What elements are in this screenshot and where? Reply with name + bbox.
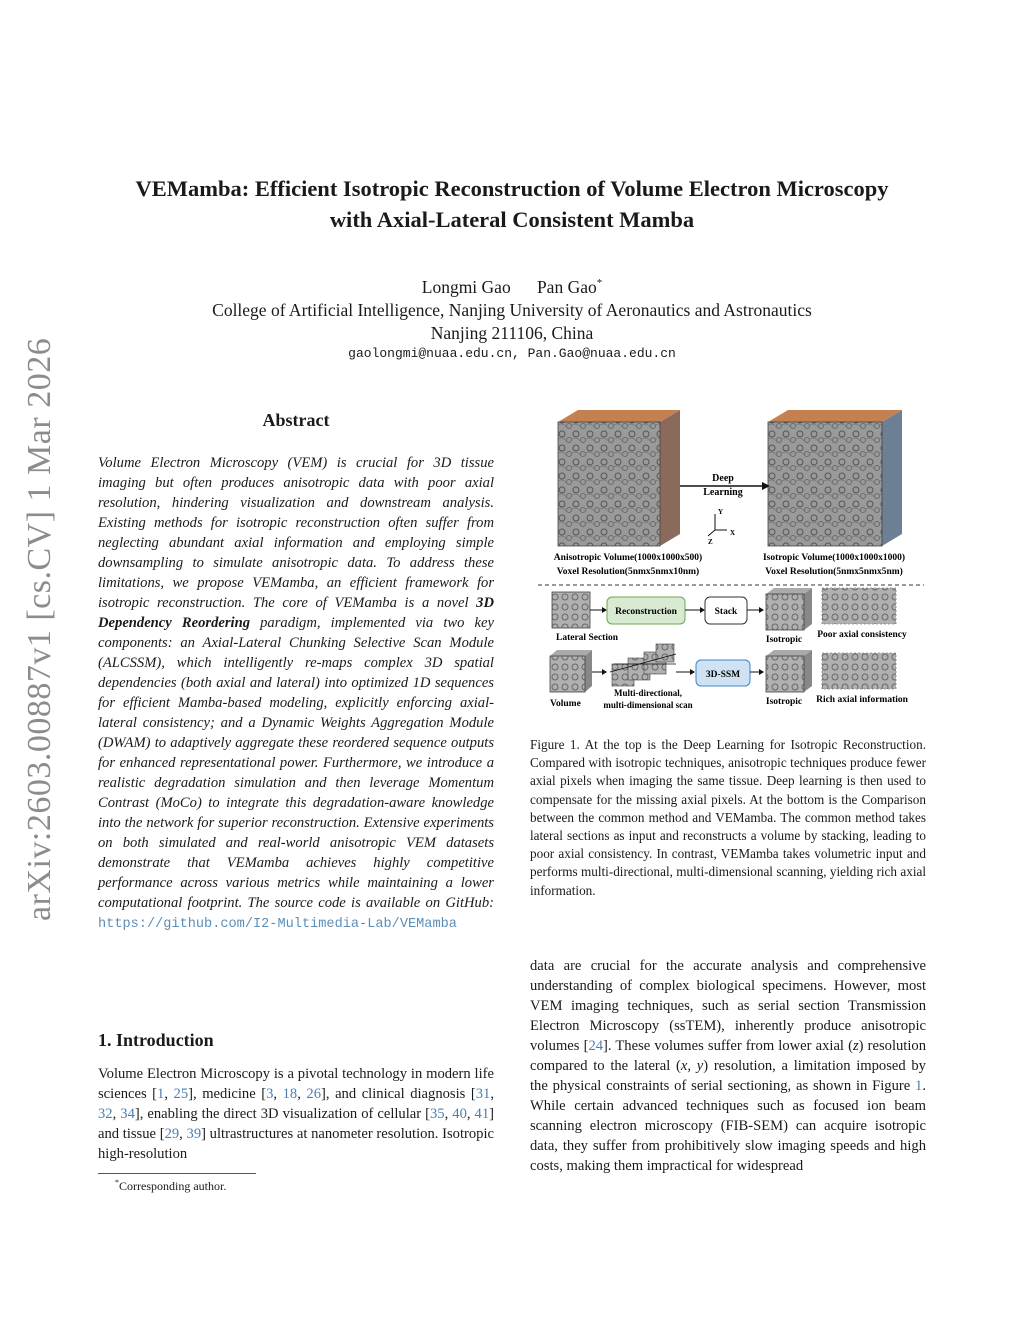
deep-label-2: Learning: [703, 487, 743, 498]
figure-reference[interactable]: 1: [915, 1078, 923, 1094]
poor-axial-image: [822, 588, 896, 624]
author-2: Pan Gao: [536, 276, 597, 297]
author-names: [100, 272, 924, 299]
math-z: z: [852, 1038, 859, 1054]
intro-paragraph: Volume Electron Microscopy is a pivotal technology in modern life sciences [1, 25], medicine [3, 18, 26], and clinical diagnosis [31, 32, 34], enabling the direct 3D visualization of cellular [35, 40, 41] and tissue [29, 39] ultrastructures at nanometer resolution. Isotropic high-resolution: [98, 1066, 494, 1162]
multi-scan-label-2: multi-dimensional scan: [603, 700, 693, 710]
citation[interactable]: 34: [120, 1106, 135, 1122]
affiliation: College of Artificial Intelligence, Nanjing University of Aeronautics and Astronautics: [212, 299, 812, 320]
3d-ssm-label: 3D-SSM: [705, 670, 741, 680]
isotropic-label-2: Voxel Resolution(5nmx5nmx5nm): [765, 567, 903, 577]
footnote-text: Corresponding author.: [119, 1179, 227, 1193]
author-1: Longmi Gao: [421, 276, 511, 297]
anisotropic-volume-cube: [558, 410, 680, 546]
deep-label-1: Deep: [712, 473, 734, 484]
citation[interactable]: 1: [157, 1086, 165, 1102]
corresponding-mark: *: [596, 277, 603, 289]
axis-icon: [708, 508, 735, 546]
github-link[interactable]: https://github.com/I2-Multimedia-Lab/VEMamba: [98, 917, 457, 932]
lateral-section-image: [552, 592, 590, 628]
address: Nanjing 211106, China: [430, 322, 594, 343]
footnote-rule: [98, 1173, 256, 1174]
isotropic-label-a: Isotropic: [765, 635, 803, 645]
isotropic-output-cube-b: [766, 650, 812, 692]
rich-axial-image: [822, 653, 896, 689]
citation[interactable]: 39: [186, 1126, 202, 1142]
citation[interactable]: 32: [98, 1106, 113, 1122]
volume-input-cube: [550, 650, 592, 692]
citation[interactable]: 26: [306, 1086, 321, 1102]
citation[interactable]: 41: [474, 1106, 490, 1122]
citation[interactable]: 31: [475, 1086, 491, 1102]
abstract-part-b: paradigm, implemented via two key components: an Axial-Lateral Chunking Selective Scan Module (ALCSSM), which intelligently re-maps complex 3D spatial dependencies (both axial and lateral) into optimized 1D sequences for efficient Mamba-based modeling, explicitly enforcing axial-lateral consistency; and a Dynamic Weights Aggregation Module (DWAM) to adaptively aggregate these reordered sequence outputs for enhanced representational power. Furthermore, we introduce a realistic degradation simulation and then leverage Momentum Contrast (MoCo) to integrate this degradation-aware knowledge into the network for superior reconstruction. Extensive experiments on both simulated and real-world anisotropic VEM datasets demonstrate that VEMamba achieves highly competitive performance across various metrics while maintaining a lower computational footprint. The source code is available on GitHub:: [98, 615, 494, 911]
citation[interactable]: 40: [452, 1106, 467, 1122]
poor-axial-label: Poor axial consistency: [817, 630, 907, 640]
anisotropic-label-2: Voxel Resolution(5nmx5nmx10nm): [556, 567, 700, 577]
citation[interactable]: 3: [266, 1086, 274, 1102]
multi-scan-label-1: Multi-directional,: [613, 688, 683, 698]
section-heading-introduction: 1. Introduction: [98, 1030, 214, 1050]
abstract-bold: 3D Dependency Reordering: [98, 595, 494, 631]
svg-text:Y: Y: [718, 508, 724, 516]
citation[interactable]: 25: [173, 1086, 189, 1102]
stack-label: Stack: [714, 607, 738, 617]
citation[interactable]: 24: [588, 1038, 604, 1054]
title-line-1: VEMamba: Efficient Isotropic Reconstruction of Volume Electron Microscopy: [135, 176, 889, 201]
isotropic-label-b: Isotropic: [765, 697, 803, 707]
author-block: [100, 272, 924, 345]
math-xy: x, y: [680, 1058, 704, 1074]
figure-1: [530, 402, 926, 732]
reconstruction-label: Reconstruction: [615, 607, 677, 617]
volume-label: Volume: [550, 699, 581, 709]
abstract-part-a: Volume Electron Microscopy (VEM) is crucial for 3D tissue imaging but often produces anisotropic data with poor axial resolution, hindering visualization and downstream analysis. Existing methods for isotropic reconstruction often suffer from neglecting abundant axial information and employing simple downsampling to simulate anisotropic data. To address these limitations, we propose VEMamba, an efficient framework for isotropic reconstruction. The core of VEMamba is a novel: [98, 455, 494, 611]
svg-text:Z: Z: [708, 538, 713, 546]
citation[interactable]: 18: [282, 1086, 298, 1102]
right-column-paragraph: data are crucial for the accurate analysis and comprehensive understanding of complex biological specimens. However, most VEM imaging techniques, such as serial section Transmission Electron Microscopy (ssTEM), inherently produce anisotropic volumes [24]. These volumes suffer from lower axial (z) resolution compared to the lateral (x, y) resolution, a limitation imposed by the physical constraints of serial sectioning, as shown in Figure 1. While certain advanced techniques such as focused ion beam scanning electron microscopy (FIB-SEM) can acquire isotropic data, they suffer from prohibitively slow imaging speeds and high costs, making them impractical for widespread: [530, 958, 926, 1174]
footnote: [115, 1178, 226, 1194]
title-line-2: with Axial-Lateral Consistent Mamba: [329, 207, 695, 232]
footnote-mark: *: [115, 1178, 119, 1187]
svg-text:X: X: [730, 529, 736, 537]
isotropic-label-1: Isotropic Volume(1000x1000x1000): [762, 553, 906, 563]
multi-directional-scan-diagram: [610, 644, 676, 686]
isotropic-output-cube-a: [766, 588, 812, 630]
abstract-heading: Abstract: [262, 410, 330, 430]
citation[interactable]: 35: [430, 1106, 445, 1122]
author-emails: gaolongmi@nuaa.edu.cn, Pan.Gao@nuaa.edu.cn: [348, 346, 676, 361]
arxiv-identifier: arXiv:2603.00887v1 [cs.CV] 1 Mar 2026: [21, 337, 58, 921]
anisotropic-label-1: Anisotropic Volume(1000x1000x500): [553, 553, 703, 563]
figure-1-caption: Figure 1. At the top is the Deep Learning for Isotropic Reconstruction. Compared with isotropic techniques, anisotropic techniques produce fewer axial pixels when imaging the same tissue. Deep learning is then used to compensate for the missing axial pixels. At the bottom is the Comparison between the common method and VEMamba. The common method takes lateral sections as input and reconstructs a volume by stacking, leading to poor axial consistency. In contrast, VEMamba takes volumetric input and performs multi-directional, multi-dimensional scanning, yielding rich axial information.: [530, 737, 926, 898]
isotropic-volume-cube: [768, 410, 902, 546]
paper-title: [100, 173, 924, 235]
lateral-section-label: Lateral Section: [556, 633, 619, 643]
citation[interactable]: 29: [164, 1126, 180, 1142]
rich-axial-label: Rich axial information: [816, 695, 908, 705]
abstract-text: [98, 453, 494, 935]
